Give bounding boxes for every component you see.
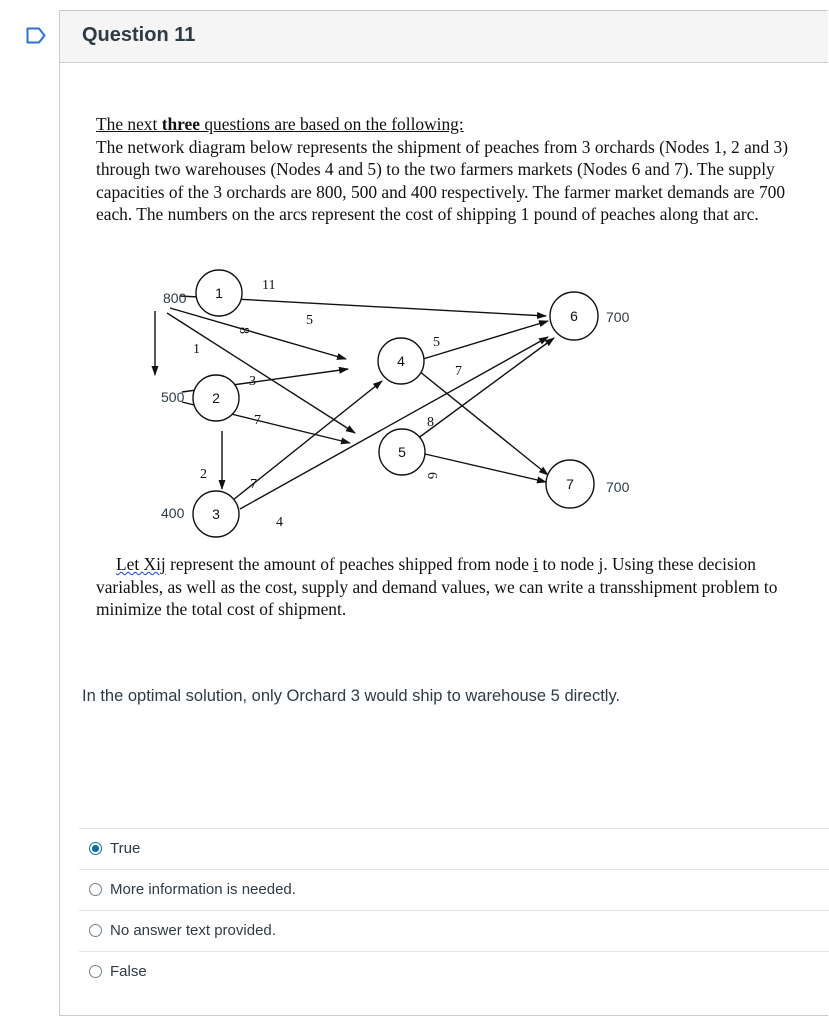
node-label-1: 1 (215, 285, 223, 301)
cost-2-5: 7 (254, 413, 261, 428)
node-label-5: 5 (398, 444, 406, 460)
cost-4-6: 5 (433, 335, 440, 350)
cost-4-7: 7 (455, 364, 462, 379)
answer-option-no-text[interactable] (79, 910, 829, 951)
intro-heading-part: questions are based on the following: (200, 114, 464, 134)
cost-2-3: 2 (200, 467, 207, 482)
let-part (96, 554, 166, 574)
question-title: Question 11 (82, 24, 196, 46)
intro-body: The network diagram below represents the shipment of peaches from 3 orchards (Nodes 1, 2 and 3) through two warehouses (Nodes 4 and 5) to the two farmers markets (Nodes 6 and 7). The supply capacities of the 3 orchards are 800, 500 and 400 respectively. The farmer market demands are 700 each. The numbers on the arcs represent the cost of shipping 1 pound of peaches along that arc. (96, 136, 789, 224)
question-statement: In the optimal solution, only Orchard 3 would ship to warehouse 5 directly. (82, 687, 621, 705)
arc-4-6 (423, 321, 548, 359)
answer-option-true[interactable] (79, 828, 829, 869)
node-i: i (533, 554, 539, 574)
cost-1-4: 8 (236, 327, 251, 334)
cost-3-4: 7 (250, 477, 257, 492)
network-diagram (90, 261, 630, 541)
answer-option-more-info[interactable] (79, 869, 829, 910)
cost-1-2: 1 (193, 342, 200, 357)
node-label-3: 3 (212, 506, 220, 522)
intro-heading (96, 113, 821, 136)
supply-label-2: 500 (161, 389, 185, 405)
answer-label: No answer text provided. (110, 922, 276, 939)
let-part: represent the amount of peaches shipped from node (165, 554, 534, 574)
arc-1-5 (167, 313, 355, 433)
node-label-4: 4 (397, 353, 405, 369)
answer-label: False (110, 963, 147, 980)
answer-option-false[interactable] (79, 951, 829, 992)
node-label-6: 6 (570, 308, 578, 324)
variable-xij: Xij (143, 554, 166, 574)
node-label-2: 2 (212, 390, 220, 406)
answer-list (79, 828, 829, 992)
supply-label-1: 800 (163, 290, 187, 306)
supply-label-3: 400 (161, 505, 185, 521)
cost-5-7: 6 (424, 472, 439, 479)
let-part: to node j. Using these decision variables, as well as the cost, supply and demand values, we can write a transshipment problem to minimize the total cost of shipment. (96, 554, 778, 619)
answer-label: More information is needed. (110, 881, 296, 898)
decision-variable-text (96, 553, 796, 621)
intro-heading-bold: three (161, 114, 200, 134)
question-intro (96, 113, 821, 226)
intro-heading-part: The next (96, 114, 162, 134)
radio-icon[interactable] (89, 883, 102, 896)
let-word: Let (116, 554, 144, 574)
cost-2-4: 3 (249, 374, 256, 389)
radio-selected-icon[interactable] (89, 842, 102, 855)
node-label-7: 7 (566, 476, 574, 492)
cost-1-6: 11 (262, 278, 276, 293)
cost-3-6: 4 (276, 515, 283, 530)
demand-label-6: 700 (606, 309, 630, 325)
radio-icon[interactable] (89, 965, 102, 978)
radio-icon[interactable] (89, 924, 102, 937)
cost-5-6: 8 (427, 415, 434, 430)
question-card (59, 10, 828, 1016)
demand-label-7: 700 (606, 479, 630, 495)
bookmark-flag-icon[interactable] (26, 27, 46, 44)
cost-1-5: 5 (306, 313, 313, 328)
question-header (60, 11, 828, 63)
answer-label: True (110, 840, 141, 857)
